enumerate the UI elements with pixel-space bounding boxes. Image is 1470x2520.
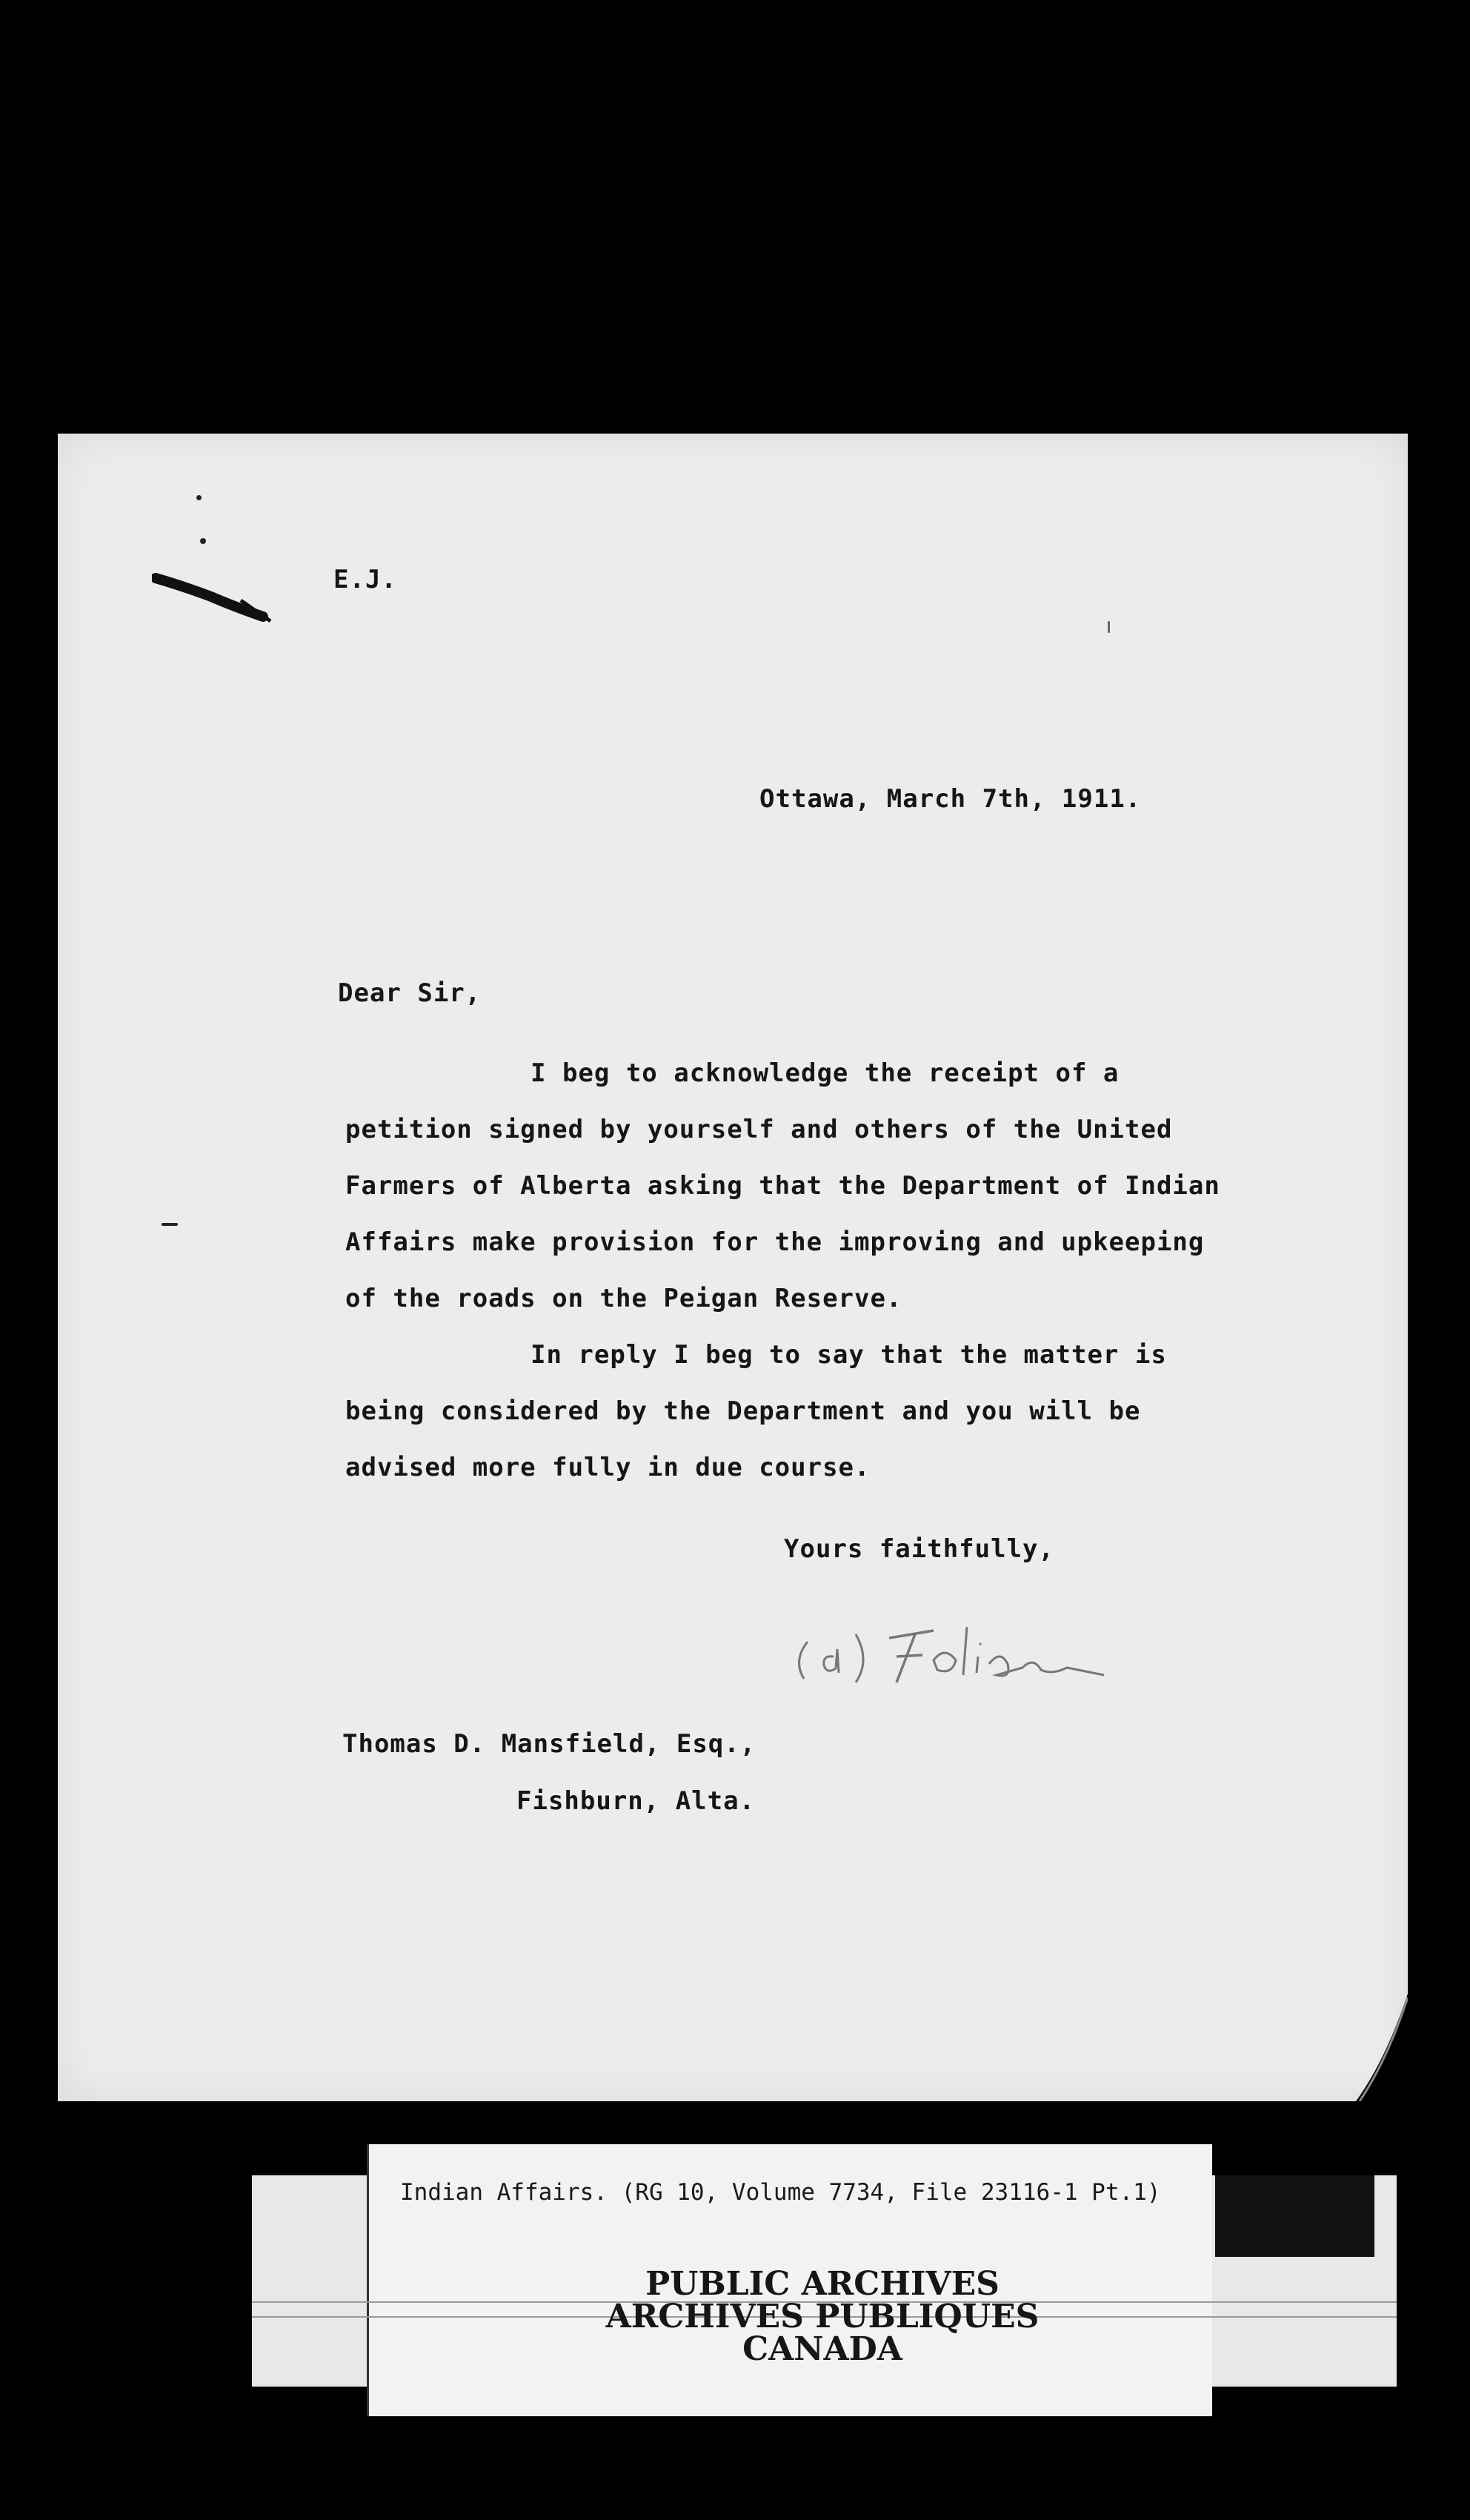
paragraph-reply <box>345 1327 1308 1496</box>
ink-speck <box>200 538 206 544</box>
salutation: Dear Sir, <box>338 978 482 1008</box>
paragraph-line: petition signed by yourself and others of the United <box>345 1115 1173 1144</box>
archives-line-1: PUBLIC ARCHIVES <box>645 2265 1000 2303</box>
handwritten-signature <box>785 1605 1111 1694</box>
archive-citation: Indian Affairs. (RG 10, Volume 7734, File 23116-1 Pt.1) <box>400 2179 1161 2206</box>
paragraph-line: Farmers of Alberta asking that the Department of Indian <box>345 1171 1220 1201</box>
archives-line-2: ARCHIVES PUBLIQUES <box>605 2298 1040 2335</box>
archives-stamp <box>563 2265 1082 2368</box>
page-corner-curl <box>1356 1994 1408 2101</box>
paragraph-line: In reply I beg to say that the matter is <box>531 1340 1167 1370</box>
ink-speck <box>162 1223 178 1226</box>
paragraph-line: I beg to acknowledge the receipt of a <box>531 1058 1120 1088</box>
ink-speck <box>1108 621 1110 633</box>
addressee-place: Fishburn, Alta. <box>516 1786 756 1816</box>
label-black-tab <box>1215 2175 1374 2257</box>
dateline: Ottawa, March 7th, 1911. <box>759 784 1142 814</box>
closing: Yours faithfully, <box>784 1534 1054 1564</box>
initials: E.J. <box>333 565 397 594</box>
ink-speck <box>196 495 202 500</box>
paragraph-line: advised more fully in due course. <box>345 1453 871 1482</box>
addressee-name: Thomas D. Mansfield, Esq., <box>342 1729 756 1759</box>
paragraph-line: being considered by the Department and you will be <box>345 1396 1141 1426</box>
paragraph-line: Affairs make provision for the improving and upkeeping <box>345 1227 1205 1257</box>
paragraph-line: of the roads on the Peigan Reserve. <box>345 1284 902 1313</box>
pen-mark <box>152 571 274 623</box>
paragraph-acknowledgement <box>345 1045 1308 1327</box>
archives-line-3: CANADA <box>742 2330 902 2368</box>
